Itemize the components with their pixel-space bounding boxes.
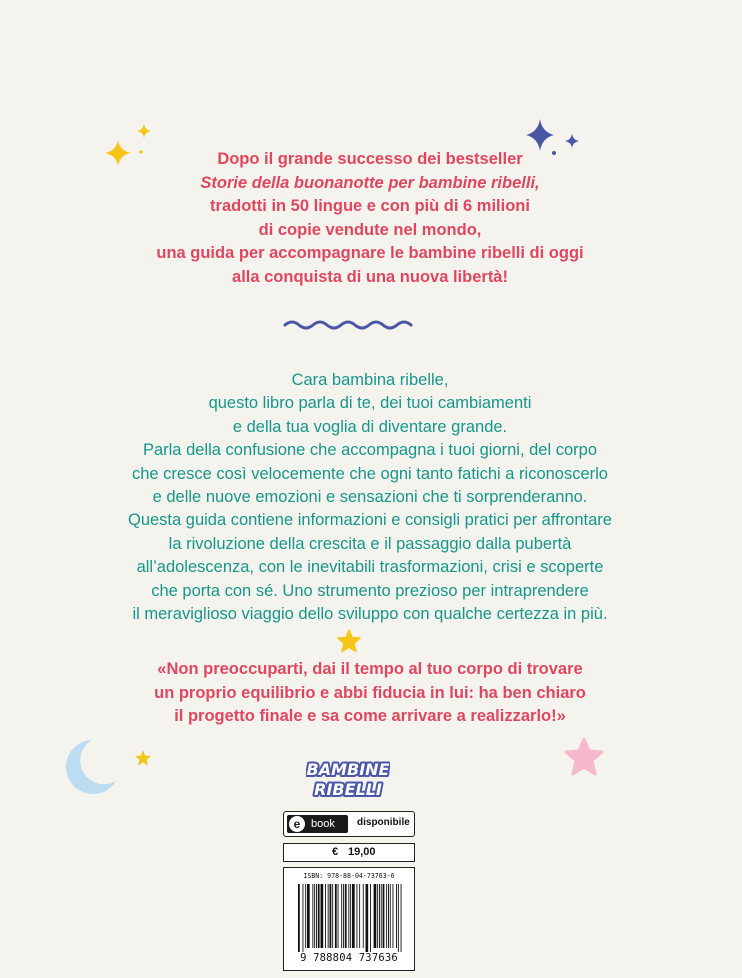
bambine-ribelli-logo xyxy=(306,755,390,803)
barcode-bar xyxy=(401,884,402,952)
barcode-bar xyxy=(341,884,342,948)
body-text xyxy=(40,369,700,626)
barcode-bar xyxy=(357,884,358,948)
body-line: Questa guida contiene informazioni e consigli pratici per affrontare xyxy=(128,511,612,530)
barcode-box xyxy=(283,867,415,971)
body-line: il meraviglioso viaggio dello sviluppo con qualche certezza in più. xyxy=(132,605,608,624)
body-line: questo libro parla di te, dei tuoi cambiamenti xyxy=(208,394,532,413)
barcode-bar xyxy=(298,884,300,952)
barcode-bar xyxy=(366,884,369,952)
intro-line: di copie vendute nel mondo, xyxy=(258,220,482,239)
wavy-divider xyxy=(283,318,417,332)
barcode-bar xyxy=(398,884,399,952)
ean-digits: 9 788804 737636 xyxy=(300,952,398,964)
logo-line-2: RIBELLI xyxy=(314,780,382,799)
logo-line-1: BAMBINE xyxy=(306,760,390,779)
intro-line: tradotti in 50 lingue e con più di 6 milioni xyxy=(210,197,530,216)
yellow-star-icon xyxy=(336,628,362,654)
barcode-bar xyxy=(332,884,333,948)
barcode-bar xyxy=(343,884,344,948)
intro-line: una guida per accompagnare le bambine ribelli di oggi xyxy=(156,244,584,263)
price-value: 19,00 xyxy=(348,846,376,858)
barcode-bar xyxy=(386,884,387,948)
isbn-label: ISBN: 978-88-04-73763-6 xyxy=(303,872,395,880)
body-line: Parla della confusione che accompagna i tuoi giorni, del corpo xyxy=(142,441,598,460)
quote-line: il progetto finale e sa come arrivare a realizzarlo!» xyxy=(174,707,566,725)
barcode-bar xyxy=(338,884,339,948)
crescent-moon-icon xyxy=(58,737,120,797)
body-line: che cresce così velocemente che ogni tanto fatichi a riconoscerlo xyxy=(131,464,608,483)
barcode-bar xyxy=(374,884,377,948)
barcode-bar xyxy=(348,884,349,948)
barcode-bar xyxy=(335,884,337,948)
barcode-bar xyxy=(325,884,326,948)
ebook-badge xyxy=(287,815,348,833)
body-line: all’adolescenza, con le inevitabili trasformazioni, crisi e scoperte xyxy=(136,558,604,577)
quote-line: un proprio equilibrio e abbi fiducia in lui: ha ben chiaro xyxy=(154,683,586,702)
barcode-bar xyxy=(303,884,304,952)
barcode-bar xyxy=(350,884,351,948)
ebook-availability-label: disponibile xyxy=(357,817,410,828)
barcode-bar xyxy=(321,884,324,948)
price-currency: € xyxy=(332,846,339,858)
ebook-availability-box xyxy=(283,811,415,837)
barcode-bar xyxy=(379,884,380,948)
intro-line: alla conquista di una nuova libertà! xyxy=(232,267,508,286)
intro-line: Dopo il grande successo dei bestseller xyxy=(217,150,523,168)
barcode-bar xyxy=(390,884,391,948)
barcode-bar xyxy=(312,884,313,948)
barcode-bar xyxy=(383,884,385,948)
body-line: e delle nuove emozioni e sensazioni che ti sorprenderanno. xyxy=(152,488,588,507)
barcode-bar xyxy=(318,884,320,948)
small-yellow-star-icon xyxy=(134,749,152,767)
barcode-bar xyxy=(316,884,317,948)
price-box xyxy=(283,843,415,862)
barcode-bars xyxy=(298,884,402,952)
pink-star-icon xyxy=(563,737,605,777)
quote-line: «Non preoccuparti, dai il tempo al tuo corpo di trovare xyxy=(157,660,583,678)
intro-line-book-title: Storie della buonanotte per bambine ribelli, xyxy=(200,173,540,192)
barcode-bar xyxy=(330,884,332,948)
intro-text xyxy=(60,148,680,290)
barcode-bar xyxy=(363,884,364,948)
barcode-bar xyxy=(328,884,329,948)
barcode-bar xyxy=(381,884,382,948)
body-line: Cara bambina ribelle, xyxy=(291,371,449,389)
barcode-bar xyxy=(305,884,306,948)
body-line: e della tua voglia di diventare grande. xyxy=(232,417,508,436)
barcode-bar xyxy=(345,884,347,948)
barcode-bar xyxy=(396,884,397,948)
body-line: che porta con sé. Uno strumento prezioso per intraprendere xyxy=(151,581,589,600)
barcode-bar xyxy=(393,884,394,948)
ebook-label: book xyxy=(311,818,335,830)
barcode-bar xyxy=(388,884,389,948)
barcode-bar xyxy=(370,884,371,952)
barcode-bar xyxy=(314,884,315,948)
quote-text xyxy=(60,658,680,729)
body-line: la rivoluzione della crescita e il passaggio dalla pubertà xyxy=(168,534,572,553)
barcode-bar xyxy=(377,884,378,948)
ebook-e-icon: e xyxy=(289,816,305,832)
barcode-bar xyxy=(307,884,310,948)
barcode-bar xyxy=(359,884,360,948)
barcode-bar xyxy=(352,884,355,948)
